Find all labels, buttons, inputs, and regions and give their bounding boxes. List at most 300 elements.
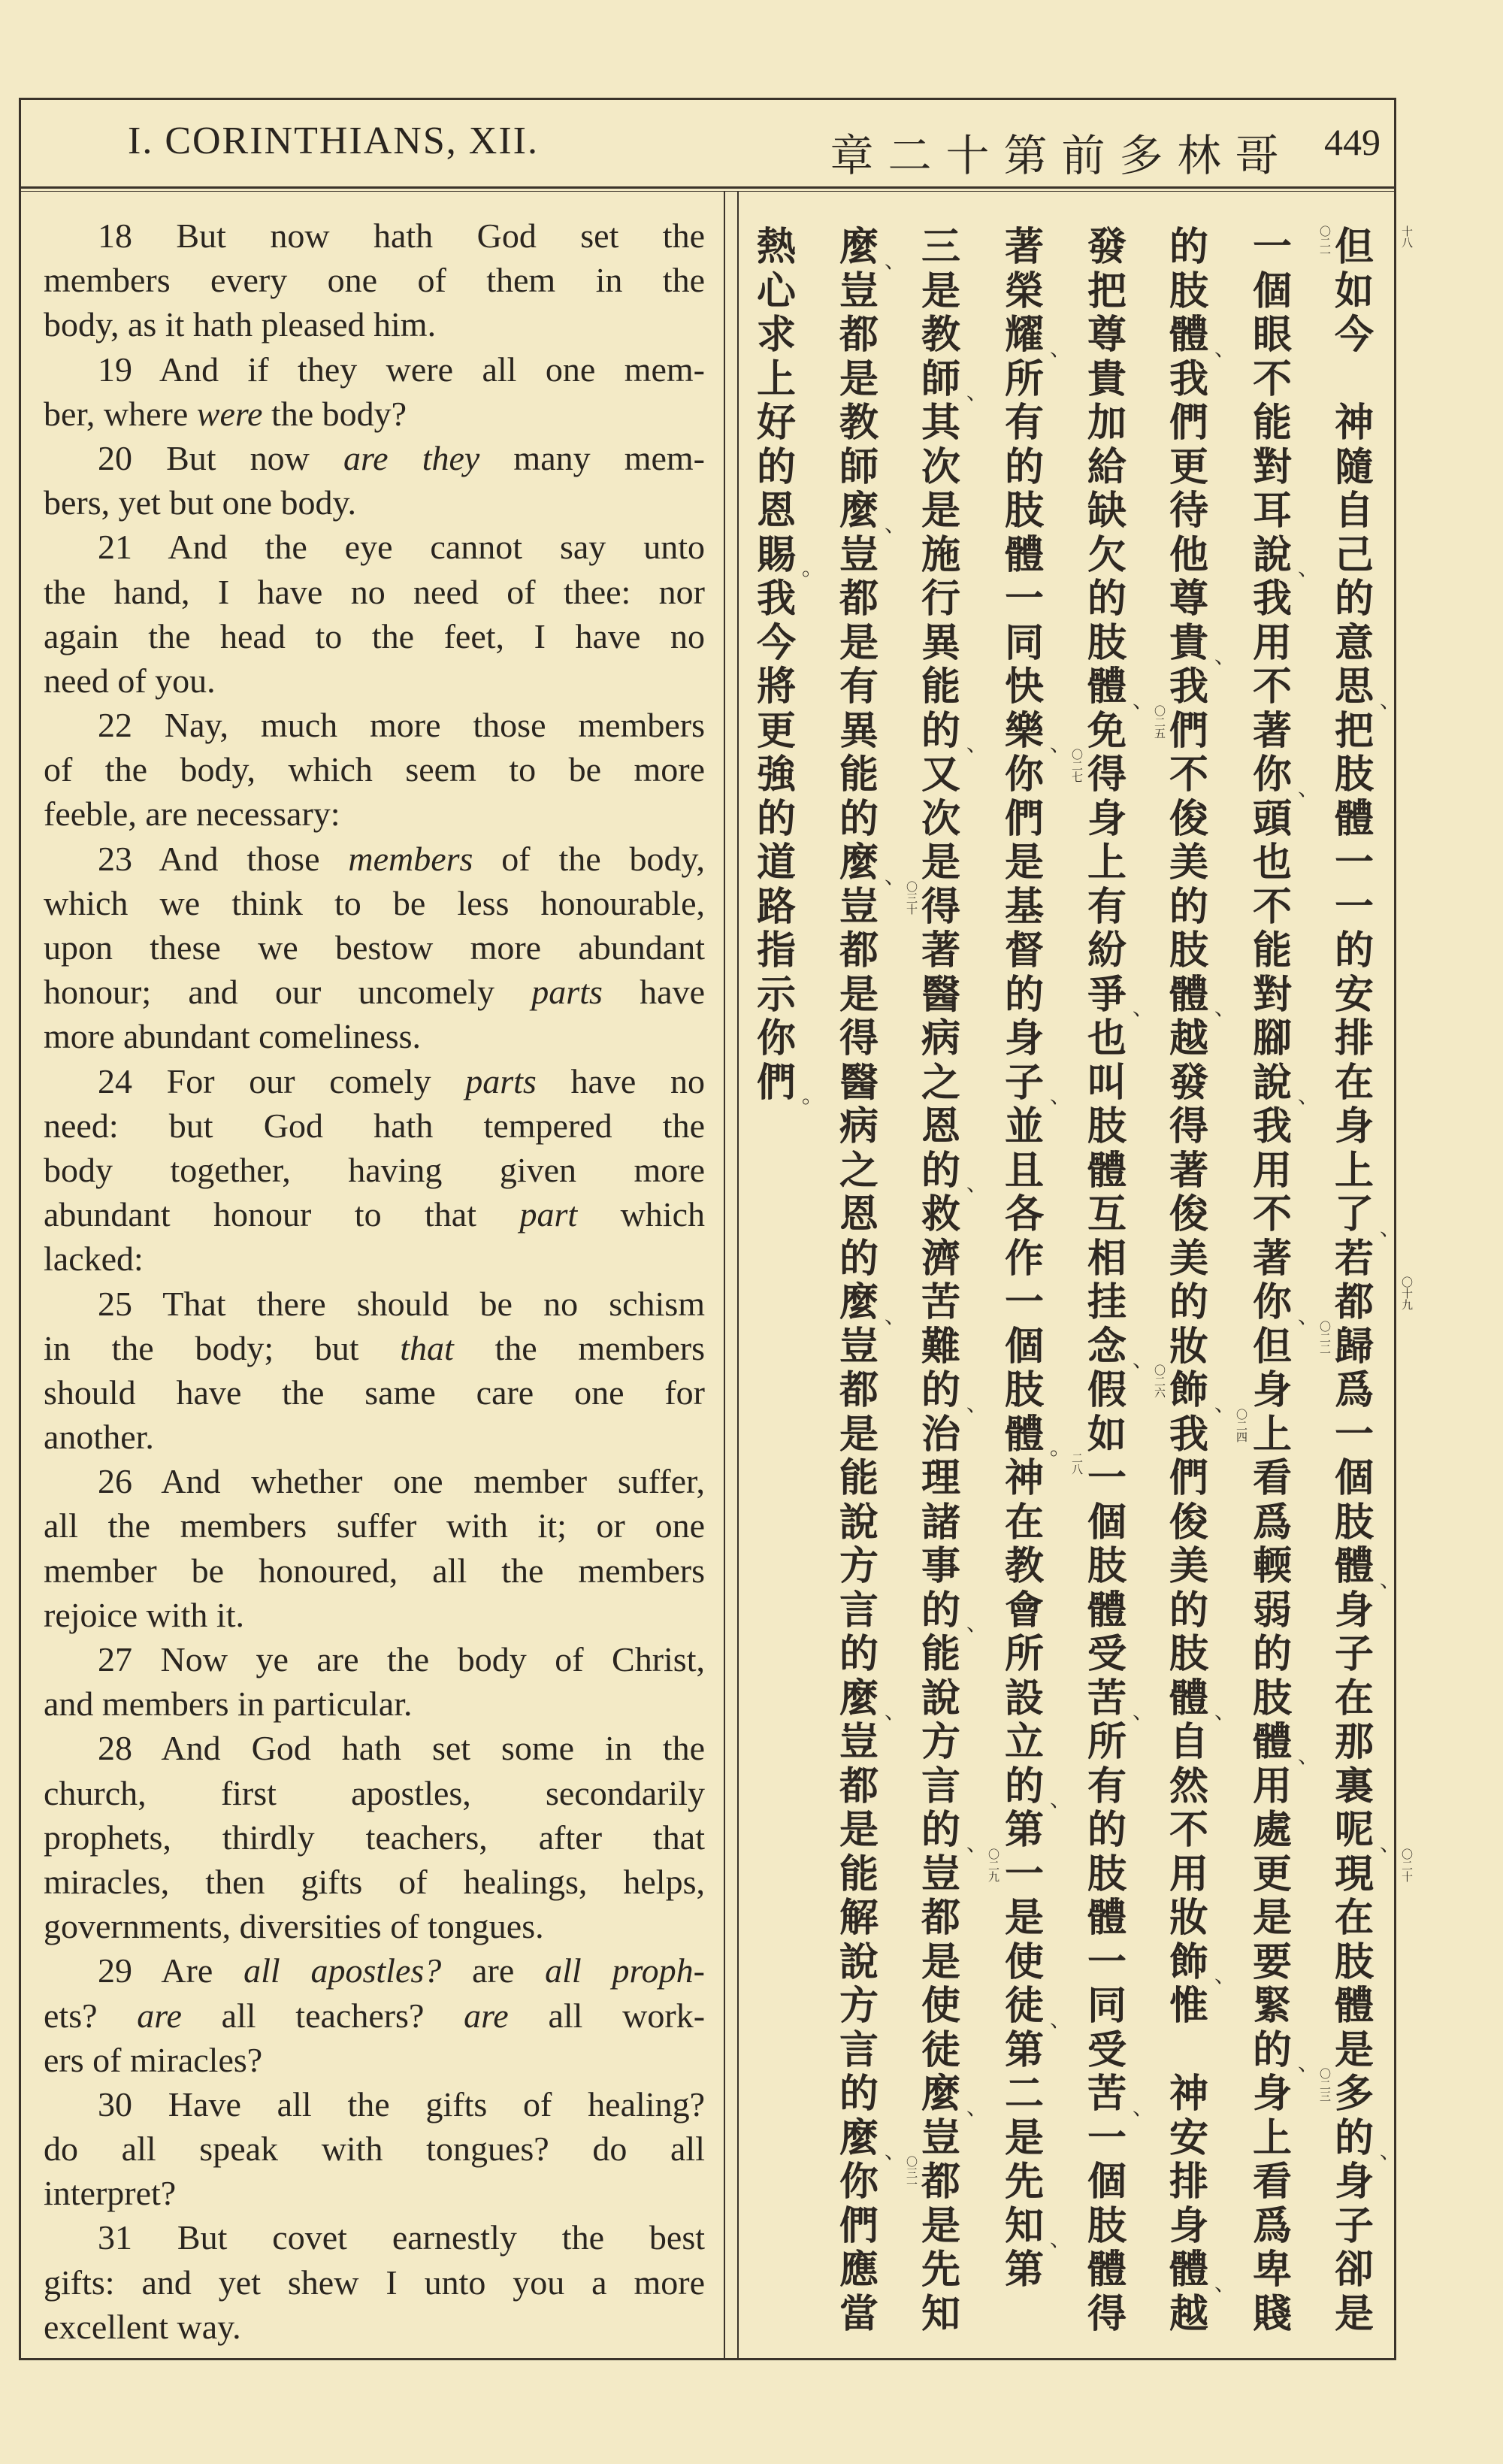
verse-31 (44, 2215, 705, 2349)
chinese-char: 樂 (1004, 708, 1044, 754)
chinese-char: 都 (839, 577, 879, 622)
chinese-text-column (1248, 225, 1332, 2353)
chinese-char: 施 (921, 532, 960, 578)
chinese-char: 麼 (839, 2115, 879, 2161)
chinese-char: 的 (921, 1808, 960, 1853)
chinese-char: 身 (1334, 1588, 1374, 1633)
text-run: body, as it hath pleased him. (44, 305, 437, 344)
chinese-char: 的 (1169, 225, 1208, 270)
chinese-char: 身 (1087, 796, 1126, 842)
punctuation: 、 (885, 247, 906, 273)
verse-line (44, 213, 705, 258)
chinese-char: 在 (1334, 1060, 1374, 1106)
verse-29 (44, 1948, 705, 2082)
verse-line (44, 258, 705, 302)
chinese-char: 隨 (1334, 444, 1374, 490)
punctuation: 、 (966, 1171, 988, 1196)
chinese-char: 爲 (1334, 1368, 1374, 1413)
text-run: church, first apostles, secondarily (44, 1773, 705, 1812)
text-run: miracles, then gifts of healings, helps, (44, 1862, 705, 1901)
chinese-char: 師 (839, 444, 879, 490)
verse-line (44, 480, 705, 525)
verse-line (44, 302, 705, 347)
text-run: which we think to be less honourable, (44, 883, 705, 922)
chinese-char: 能 (839, 1456, 879, 1501)
chinese-char: 是 (921, 840, 960, 885)
chinese-char: 治 (921, 1412, 960, 1458)
chinese-char: 教 (839, 401, 879, 446)
chinese-char: 我 (1169, 356, 1208, 402)
chinese-char: 身 (1334, 1104, 1374, 1149)
chinese-char: 是 (839, 1808, 879, 1853)
chinese-char: 先 (1004, 2160, 1044, 2205)
verse-18 (44, 213, 705, 347)
chinese-char: 體 (1334, 796, 1374, 842)
text-run: 25 That there should be no schism (98, 1284, 705, 1323)
chinese-char: 妝 (1169, 1896, 1208, 1941)
text-run: more abundant comeliness. (44, 1017, 422, 1056)
punctuation: 、 (1298, 555, 1320, 580)
running-head-char: 十 (945, 130, 990, 181)
chinese-char: 身 (1004, 1016, 1044, 1061)
punctuation: 。 (1050, 1435, 1072, 1460)
chinese-char: 其 (921, 401, 960, 446)
punctuation: 、 (1298, 1083, 1320, 1108)
verse-line (44, 1771, 705, 1815)
chinese-char: 排 (1169, 2160, 1208, 2205)
punctuation: 、 (1050, 1787, 1072, 1812)
text-run: feeble, are necessary: (44, 795, 340, 834)
chinese-char: 是 (921, 489, 960, 534)
chinese-char: 給 (1087, 444, 1126, 490)
header-rule (19, 186, 1396, 189)
chinese-char: 加 (1087, 401, 1126, 446)
chinese-char: 意 (1334, 620, 1374, 666)
chinese-char: 今 (1334, 313, 1374, 358)
chinese-char: 說 (839, 1500, 879, 1545)
chinese-char: 熱 (756, 225, 796, 270)
text-run: governments, diversities of tongues. (44, 1907, 544, 1946)
chinese-char: 理 (921, 1456, 960, 1501)
chinese-char: 歸 (1334, 1324, 1374, 1370)
verse-line (44, 1860, 705, 1904)
chinese-char: 是 (921, 2203, 960, 2249)
chinese-char: 看 (1252, 1456, 1292, 1501)
chinese-char: 更 (1169, 444, 1208, 490)
chinese-char: 免 (1087, 708, 1126, 754)
text-run: 31 But covet earnestly the best (98, 2218, 705, 2257)
text-run: ber, where (44, 394, 197, 433)
chinese-char: 受 (1087, 2027, 1126, 2073)
chinese-char: 不 (1169, 752, 1208, 798)
text-run: which (577, 1195, 705, 1234)
chinese-char: 現 (1334, 1851, 1374, 1897)
verse-line (44, 1415, 705, 1459)
verse-line (44, 2260, 705, 2305)
running-head-char: 林 (1177, 130, 1221, 181)
chinese-char: 如 (1334, 268, 1374, 314)
chinese-char: 不 (1252, 356, 1292, 402)
chinese-char: 體 (1252, 1720, 1292, 1765)
chinese-char: 我 (1169, 664, 1208, 710)
chinese-char: 你 (756, 1016, 796, 1061)
text-run: have no (536, 1061, 705, 1100)
punctuation: 、 (1133, 995, 1154, 1020)
page-number: 449 (1324, 121, 1381, 163)
verse-line (44, 1726, 705, 1770)
punctuation: 、 (885, 511, 906, 537)
chinese-char: 得 (1087, 2291, 1126, 2337)
chinese-char: 的 (921, 1588, 960, 1633)
chinese-char: 使 (1004, 1939, 1044, 1985)
chinese-char: 裏 (1334, 1763, 1374, 1809)
chinese-char: 體 (1334, 1544, 1374, 1589)
verse-line (44, 1637, 705, 1682)
chinese-char: 的 (1087, 1808, 1126, 1853)
chinese-char: 都 (839, 1763, 879, 1809)
chinese-char: 我 (1252, 577, 1292, 622)
chinese-char: 麼 (921, 2072, 960, 2117)
chinese-char: 神 (1334, 401, 1374, 446)
chinese-char: 安 (1334, 972, 1374, 1018)
chinese-char: 上 (1087, 840, 1126, 885)
punctuation: 、 (1214, 2270, 1236, 2296)
chinese-char: 挂 (1087, 1280, 1126, 1325)
chinese-char: 卻 (1334, 2248, 1374, 2293)
chinese-char: 的 (1087, 577, 1126, 622)
chinese-char: 們 (1169, 1456, 1208, 1501)
chinese-char: 肢 (1087, 1544, 1126, 1589)
chinese-char: 言 (921, 1763, 960, 1809)
chinese-char: 的 (1169, 884, 1208, 930)
verse-line (44, 658, 705, 703)
verse-line (44, 1904, 705, 1948)
chinese-char: 會 (1004, 1588, 1044, 1633)
chinese-char: 強 (756, 752, 796, 798)
chinese-char: 將 (756, 664, 796, 710)
chinese-char: 不 (1252, 664, 1292, 710)
verse-marker: 〇二三 (1318, 2068, 1332, 2102)
chinese-char: 恩 (756, 489, 796, 534)
chinese-char: 耳 (1252, 489, 1292, 534)
chinese-char: 互 (1087, 1192, 1126, 1237)
chinese-char: 腳 (1252, 1016, 1292, 1061)
chinese-char: 的 (839, 1236, 879, 1282)
chinese-char: 病 (921, 1016, 960, 1061)
verse-marker: 〇二六 (1153, 1364, 1166, 1398)
chinese-char: 越 (1169, 1016, 1208, 1061)
chinese-char: 耀 (1004, 313, 1044, 358)
chinese-char: 同 (1087, 1984, 1126, 2029)
italic-word: all proph- (514, 1951, 706, 1990)
chinese-char: 苦 (1087, 1675, 1126, 1721)
chinese-char: 各 (1004, 1192, 1044, 1237)
chinese-char: 的 (839, 2072, 879, 2117)
chinese-char: 個 (1087, 2160, 1126, 2205)
text-run: rejoice with it. (44, 1595, 244, 1634)
text-run: the hand, I have no need of thee: nor (44, 572, 705, 611)
chinese-char: 相 (1087, 1236, 1126, 1282)
chinese-text-column (917, 225, 1000, 2353)
chinese-char: 肢 (1334, 752, 1374, 798)
chinese-char: 妝 (1169, 1324, 1208, 1370)
chinese-char: 頭 (1252, 796, 1292, 842)
chinese-char: 子 (1004, 1060, 1044, 1106)
punctuation: 、 (1050, 731, 1072, 756)
chinese-char: 方 (839, 1984, 879, 2029)
verse-line (44, 792, 705, 836)
chinese-char: 肢 (1004, 1368, 1044, 1413)
verse-24 (44, 1059, 705, 1282)
chinese-char: 有 (1087, 884, 1126, 930)
chinese-char: 能 (921, 664, 960, 710)
text-run: another. (44, 1418, 154, 1457)
chinese-char: 一 (1004, 1280, 1044, 1325)
chinese-char: 一 (1004, 577, 1044, 622)
verse-27 (44, 1637, 705, 1726)
chinese-char: 第 (1004, 2027, 1044, 2073)
verse-line (44, 1593, 705, 1637)
chinese-char: 體 (1087, 1148, 1126, 1194)
text-run: in the body; but (44, 1328, 401, 1367)
chinese-char: 你 (1252, 752, 1292, 798)
chinese-char: 是 (1004, 2115, 1044, 2161)
verse-line (44, 1993, 705, 2038)
chinese-char: 一 (1087, 1456, 1126, 1501)
chinese-char: 我 (1169, 1412, 1208, 1458)
chinese-char: 異 (921, 620, 960, 666)
chinese-char: 立 (1004, 1720, 1044, 1765)
chinese-char: 紛 (1087, 928, 1126, 973)
text-run: should have the same care one for (44, 1373, 705, 1412)
verse-line (44, 1103, 705, 1148)
text-run: member be honoured, all the members (44, 1551, 705, 1590)
chinese-char: 你 (1252, 1280, 1292, 1325)
chinese-char: 肢 (1252, 1675, 1292, 1721)
chinese-char: 我 (756, 577, 796, 622)
verse-marker: 〇二五 (1153, 704, 1166, 739)
verse-20 (44, 436, 705, 525)
chinese-char: 用 (1252, 1763, 1292, 1809)
text-run: the members (453, 1328, 705, 1367)
chinese-char: 的 (839, 796, 879, 842)
chinese-char: 第 (1004, 1808, 1044, 1853)
column-divider-inner (737, 191, 739, 2360)
chinese-char: 處 (1252, 1808, 1292, 1853)
chinese-char: 指 (756, 928, 796, 973)
chinese-char: 麼 (839, 1675, 879, 1721)
chinese-char: 能 (1252, 928, 1292, 973)
text-run: members every one of them in the (44, 261, 705, 300)
chinese-char: 叫 (1087, 1060, 1126, 1106)
chinese-char: 思 (1334, 664, 1374, 710)
punctuation: 、 (1214, 1391, 1236, 1416)
header-rule-thin (19, 191, 1396, 192)
running-head-char: 二 (888, 130, 932, 181)
chinese-char: 有 (839, 664, 879, 710)
chinese-char: 肢 (1087, 620, 1126, 666)
verse-marker: 〇二七 (1070, 749, 1084, 782)
chinese-char: 你 (839, 2160, 879, 2205)
italic-word: all apostles? (213, 1951, 473, 1990)
chinese-char: 是 (1334, 2027, 1374, 2073)
italic-word: part (519, 1195, 578, 1234)
chinese-char: 言 (839, 2027, 879, 2073)
chinese-char: 設 (1004, 1675, 1044, 1721)
punctuation: 、 (1298, 1303, 1320, 1328)
chinese-char: 神 (1169, 2072, 1208, 2117)
chinese-char: 今 (756, 620, 796, 666)
chinese-char: 飾 (1169, 1939, 1208, 1985)
chinese-char: 美 (1169, 1236, 1208, 1282)
text-run: 30 Have all the gifts of healing? (98, 2084, 705, 2123)
verse-line (44, 1326, 705, 1370)
chinese-char: 輭 (1252, 1544, 1292, 1589)
verse-marker: 〇三一 (905, 2156, 918, 2190)
chinese-char: 體 (1004, 532, 1044, 578)
chinese-char: 醫 (921, 972, 960, 1018)
chinese-char: 肢 (1169, 928, 1208, 973)
chinese-char: 一 (1334, 884, 1374, 930)
chinese-char: 著 (1252, 708, 1292, 754)
punctuation: 、 (885, 2139, 906, 2163)
chinese-char: 道 (756, 840, 796, 885)
chinese-char: 所 (1004, 356, 1044, 402)
chinese-char: 的 (1252, 1632, 1292, 1677)
chinese-char: 一 (1334, 1412, 1374, 1458)
text-run: of the body, which seem to be more (44, 750, 705, 789)
chinese-char: 豈 (839, 1324, 879, 1370)
chinese-char: 督 (1004, 928, 1044, 973)
chinese-char: 身 (1252, 2072, 1292, 2117)
text-run: and members in particular. (44, 1685, 413, 1724)
text-run: interpret? (44, 2174, 177, 2213)
chinese-char: 恩 (839, 1192, 879, 1237)
italic-word: that (400, 1328, 454, 1367)
text-run: ets? (44, 1996, 138, 2035)
chinese-char: 了 (1334, 1192, 1374, 1237)
chinese-char: 苦 (921, 1280, 960, 1325)
chinese-char: 俊 (1169, 796, 1208, 842)
punctuation: 、 (966, 1391, 988, 1416)
italic-word: members (348, 839, 473, 878)
chinese-char: 麼 (839, 1280, 879, 1325)
chinese-char: 次 (921, 444, 960, 490)
punctuation: 、 (1380, 2139, 1402, 2163)
verse-line (44, 970, 705, 1014)
chinese-char: 如 (1087, 1412, 1126, 1458)
chinese-char: 賜 (756, 532, 796, 578)
chinese-char: 看 (1252, 2160, 1292, 2205)
chinese-char: 你 (1004, 752, 1044, 798)
chinese-char: 行 (921, 577, 960, 622)
chinese-char: 都 (921, 2160, 960, 2205)
punctuation: 、 (1214, 335, 1236, 361)
chinese-char: 惟 (1169, 1984, 1208, 2029)
chinese-char: 同 (1004, 620, 1044, 666)
punctuation: 、 (885, 1699, 906, 1724)
chinese-char: 是 (839, 1412, 879, 1458)
verse-30 (44, 2082, 705, 2216)
chinese-char: 是 (1004, 1896, 1044, 1941)
text-run: abundant honour to that (44, 1195, 520, 1234)
verse-marker: 〇二二 (1318, 1320, 1332, 1355)
chinese-char: 尊 (1169, 577, 1208, 622)
verse-marker: 十八 (1400, 226, 1414, 248)
chinese-char: 濟 (921, 1236, 960, 1282)
verse-line (44, 2126, 705, 2171)
text-run: are (472, 1951, 515, 1990)
text-run: 27 Now ye are the body of Christ, (98, 1640, 705, 1678)
chinese-char: 自 (1334, 489, 1374, 534)
chinese-char: 神 (1004, 1456, 1044, 1501)
english-column (44, 213, 705, 2349)
text-run: Are (161, 1951, 213, 1990)
chinese-char: 所 (1087, 1720, 1126, 1765)
punctuation: 、 (1133, 1699, 1154, 1724)
verse-marker: 〇三十 (905, 880, 918, 915)
verse-21 (44, 525, 705, 703)
punctuation: 、 (1050, 2226, 1072, 2251)
chinese-char: 爲 (1252, 1500, 1292, 1545)
verse-28 (44, 1726, 705, 1948)
chinese-char: 都 (839, 1368, 879, 1413)
chinese-char: 得 (839, 1016, 879, 1061)
chinese-char: 肢 (1334, 1500, 1374, 1545)
punctuation: 、 (1214, 643, 1236, 668)
chinese-char: 豈 (921, 1851, 960, 1897)
chinese-text-column (835, 225, 918, 2353)
chinese-char: 肢 (1334, 1939, 1374, 1985)
chinese-char: 體 (1334, 1984, 1374, 2029)
chinese-char: 作 (1004, 1236, 1044, 1282)
chinese-char: 解 (839, 1896, 879, 1941)
chinese-char: 發 (1169, 1060, 1208, 1106)
chinese-char: 也 (1252, 840, 1292, 885)
text-run: honour; and our uncomely (44, 973, 532, 1012)
text-run: 19 And if they were all one mem- (98, 350, 705, 389)
chinese-char: 都 (839, 928, 879, 973)
chinese-char: 徒 (921, 2027, 960, 2073)
verse-line (44, 1370, 705, 1415)
chinese-char: 都 (1334, 1280, 1374, 1325)
punctuation: 、 (1133, 2094, 1154, 2120)
verse-line (44, 881, 705, 925)
running-head-char: 第 (1003, 130, 1048, 181)
punctuation: 、 (1214, 995, 1236, 1020)
verse-line (44, 1148, 705, 1192)
chinese-char: 體 (1087, 664, 1126, 710)
chinese-char: 的 (1252, 2027, 1292, 2073)
chinese-char: 他 (1169, 532, 1208, 578)
chinese-char: 一 (1087, 2115, 1126, 2161)
punctuation: 、 (966, 2094, 988, 2120)
text-run: ers of miracles? (44, 2040, 263, 2079)
punctuation: 、 (1214, 1699, 1236, 1724)
chinese-char: 得 (1087, 752, 1126, 798)
chinese-char: 在 (1004, 1500, 1044, 1545)
chinese-char: 卑 (1252, 2248, 1292, 2293)
text-run: 18 But now hath God set the (98, 216, 705, 255)
chinese-char: 不 (1252, 1192, 1292, 1237)
chinese-char: 們 (1169, 708, 1208, 754)
text-run: lacked: (44, 1240, 144, 1279)
verse-line (44, 1948, 705, 1993)
chinese-char: 們 (1169, 401, 1208, 446)
chinese-char: 一 (1334, 840, 1374, 885)
chinese-char: 體 (1169, 1675, 1208, 1721)
verse-line (44, 1548, 705, 1593)
